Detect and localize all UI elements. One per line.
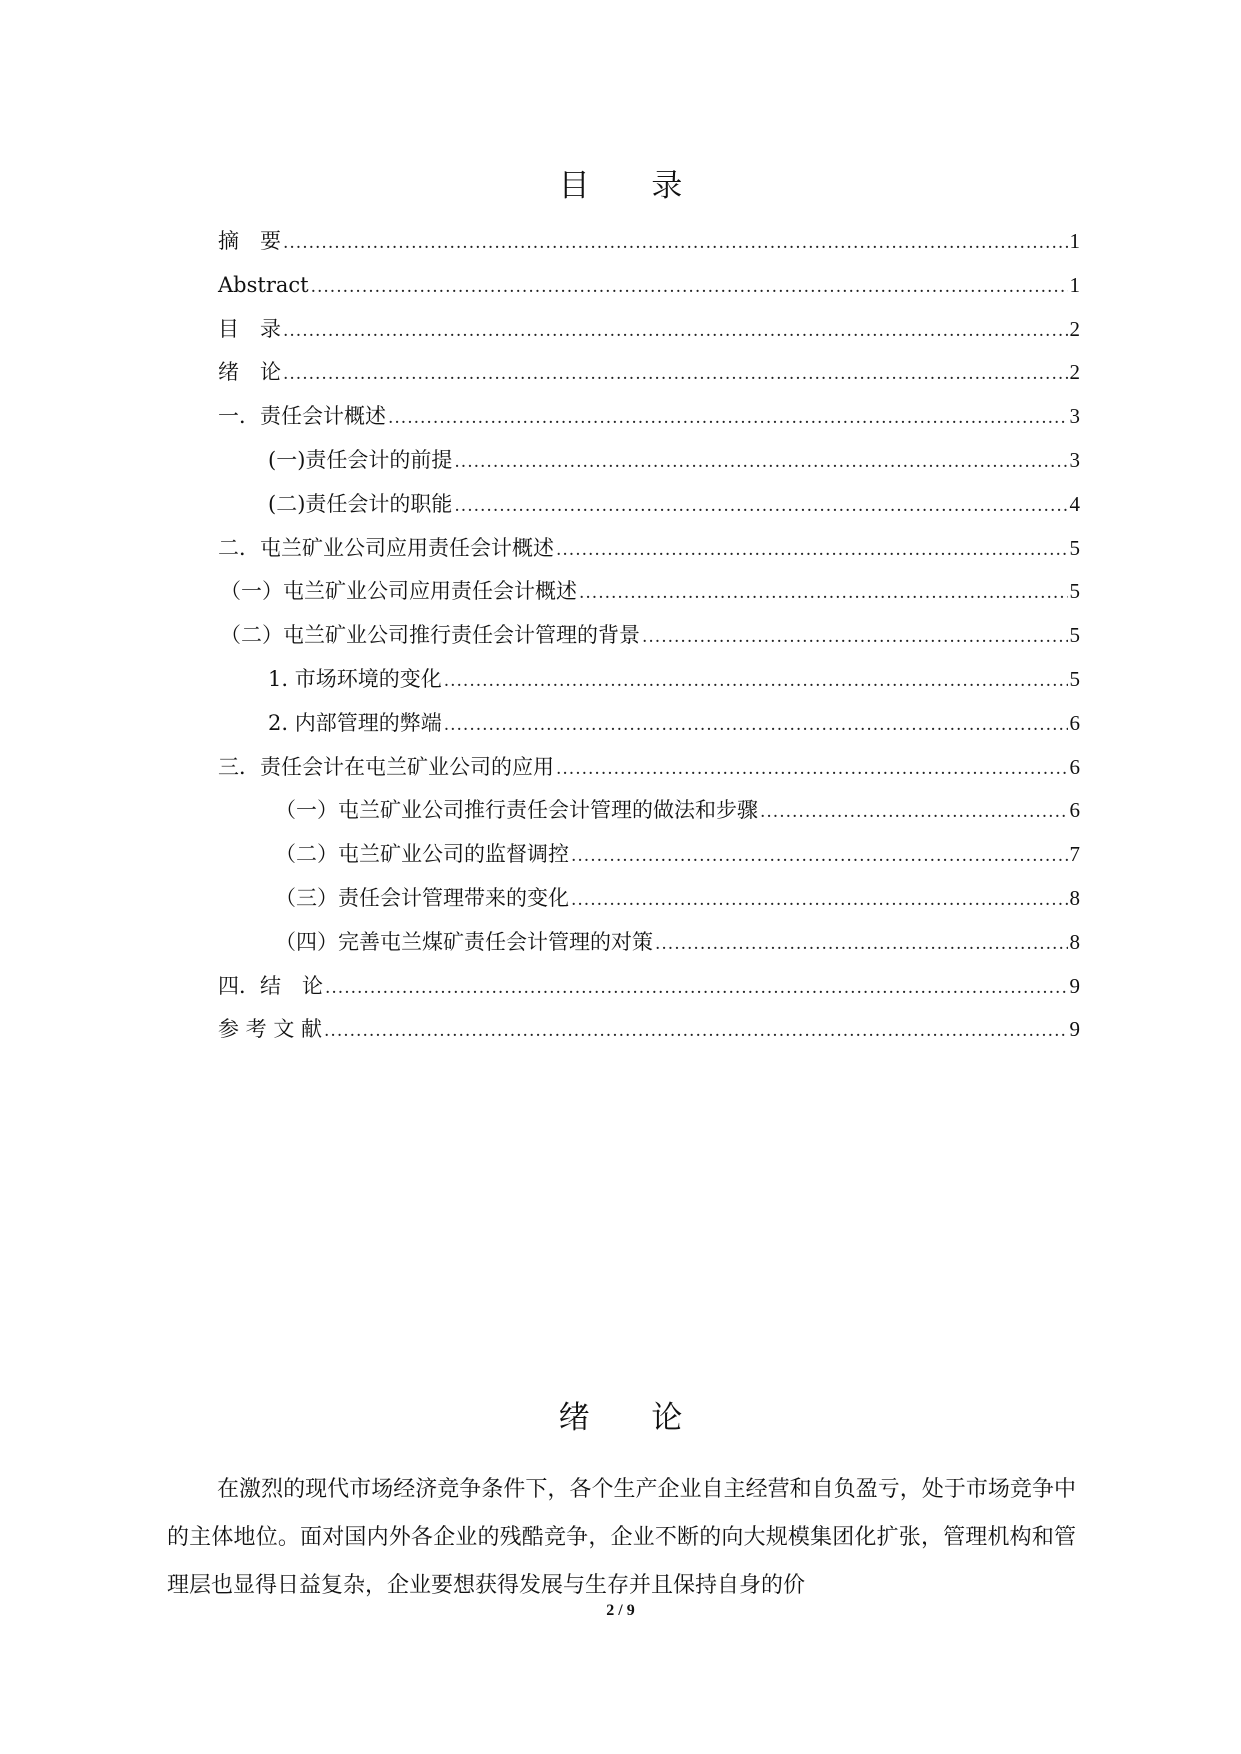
toc-leader-dots [655, 929, 1068, 959]
toc-entry-label: 绪 论 [218, 360, 281, 384]
page-number: 2 / 9 [606, 1602, 635, 1619]
toc-entry-page-number: 5 [1069, 536, 1080, 560]
toc-entry-page-number: 8 [1069, 886, 1080, 910]
toc-leader-dots [579, 578, 1068, 608]
introduction-paragraph [167, 1466, 1076, 1610]
toc-leader-dots [454, 491, 1067, 521]
toc-entry-label: 四．结 论 [218, 974, 323, 998]
toc-entry[interactable] [218, 314, 1080, 344]
toc-leader-dots [571, 841, 1068, 871]
toc-entry[interactable] [275, 927, 1080, 957]
toc-entry-label: 二．屯兰矿业公司应用责任会计概述 [218, 536, 554, 560]
toc-leader-dots [556, 535, 1068, 565]
toc-entry-label: (一)责任会计的前提 [268, 448, 453, 472]
toc-entry-label: 参 考 文 献 [218, 1017, 323, 1041]
toc-entry-label: （三）责任会计管理带来的变化 [275, 886, 569, 910]
toc-entry-label: （二）屯兰矿业公司推行责任会计管理的背景 [220, 623, 640, 647]
toc-entry-page-number: 7 [1069, 842, 1080, 866]
toc-entry-page-number: 5 [1069, 623, 1080, 647]
toc-entry-label: 摘 要 [218, 229, 281, 253]
toc-leader-dots [760, 797, 1068, 827]
toc-entry[interactable] [218, 270, 1080, 300]
toc-entry-page-number: 9 [1069, 1017, 1080, 1041]
toc-leader-dots [642, 622, 1068, 652]
toc-entry[interactable] [218, 752, 1080, 782]
toc-leader-dots [311, 272, 1068, 302]
toc-entry-page-number: 9 [1069, 974, 1080, 998]
toc-leader-dots [283, 228, 1068, 258]
toc-entry[interactable] [275, 883, 1080, 913]
toc-entry-page-number: 5 [1069, 667, 1080, 691]
toc-entry[interactable] [218, 401, 1080, 431]
toc-leader-dots [454, 447, 1067, 477]
toc-entry-label: 目 录 [218, 317, 281, 341]
toc-entry-page-number: 3 [1069, 404, 1080, 428]
introduction-paragraph-text: 在激烈的现代市场经济竞争条件下，各个生产企业自主经营和自负盈亏，处于市场竞争中的主体地位。面对国内外各企业的残酷竞争，企业不断的向大规模集团化扩张，管理机构和管理层也显得日益复杂，企业要想获得发展与生存并且保持自身的价 [167, 1477, 1076, 1598]
toc-entry[interactable] [275, 795, 1080, 825]
toc-leader-dots [388, 403, 1068, 433]
toc-entry-label: （二）屯兰矿业公司的监督调控 [275, 842, 569, 866]
toc-leader-dots [444, 710, 1068, 740]
toc-entry-label: 一．责任会计概述 [218, 404, 386, 428]
toc-entry-page-number: 1 [1069, 273, 1080, 297]
toc-entry-page-number: 4 [1069, 492, 1080, 516]
toc-entry[interactable] [218, 226, 1080, 256]
toc-leader-dots [325, 973, 1068, 1003]
toc-entry-page-number: 3 [1069, 448, 1080, 472]
toc-entry-page-number: 6 [1069, 755, 1080, 779]
toc-entry-label: （一）屯兰矿业公司推行责任会计管理的做法和步骤 [275, 798, 758, 822]
introduction-title: 绪 论 [558, 1400, 709, 1436]
toc-entry[interactable] [268, 445, 1080, 475]
toc-entry-label: 1. 市场环境的变化 [268, 667, 442, 691]
toc-entry[interactable] [275, 839, 1080, 869]
toc-leader-dots [556, 754, 1068, 784]
toc-entry-label: Abstract [218, 273, 309, 297]
toc-title: 目 录 [558, 168, 709, 204]
toc-leader-dots [444, 666, 1068, 696]
toc-entry[interactable] [268, 708, 1080, 738]
toc-leader-dots [283, 316, 1068, 346]
toc-entry-page-number: 5 [1069, 579, 1080, 603]
toc-entry-label: (二)责任会计的职能 [268, 492, 453, 516]
toc-entry[interactable] [220, 576, 1080, 606]
toc-entry-label: （四）完善屯兰煤矿责任会计管理的对策 [275, 930, 653, 954]
toc-leader-dots [571, 885, 1068, 915]
toc-entry[interactable] [268, 489, 1080, 519]
toc-entry-page-number: 1 [1069, 229, 1080, 253]
toc-entry[interactable] [220, 620, 1080, 650]
toc-entry-page-number: 8 [1069, 930, 1080, 954]
toc-entry-label: （一）屯兰矿业公司应用责任会计概述 [220, 579, 577, 603]
toc-leader-dots [283, 359, 1068, 389]
toc-entry-label: 三．责任会计在屯兰矿业公司的应用 [218, 755, 554, 779]
toc-entry-page-number: 6 [1069, 711, 1080, 735]
toc-leader-dots [324, 1016, 1067, 1046]
toc-entry[interactable] [218, 971, 1080, 1001]
toc-entry-page-number: 6 [1069, 798, 1080, 822]
toc-entry[interactable] [218, 533, 1080, 563]
toc-entry[interactable] [218, 1014, 1080, 1044]
toc-entry-label: 2. 内部管理的弊端 [268, 711, 442, 735]
toc-entry-page-number: 2 [1069, 360, 1080, 384]
toc-entry[interactable] [218, 357, 1080, 387]
toc-entry[interactable] [268, 664, 1080, 694]
toc-entry-page-number: 2 [1069, 317, 1080, 341]
